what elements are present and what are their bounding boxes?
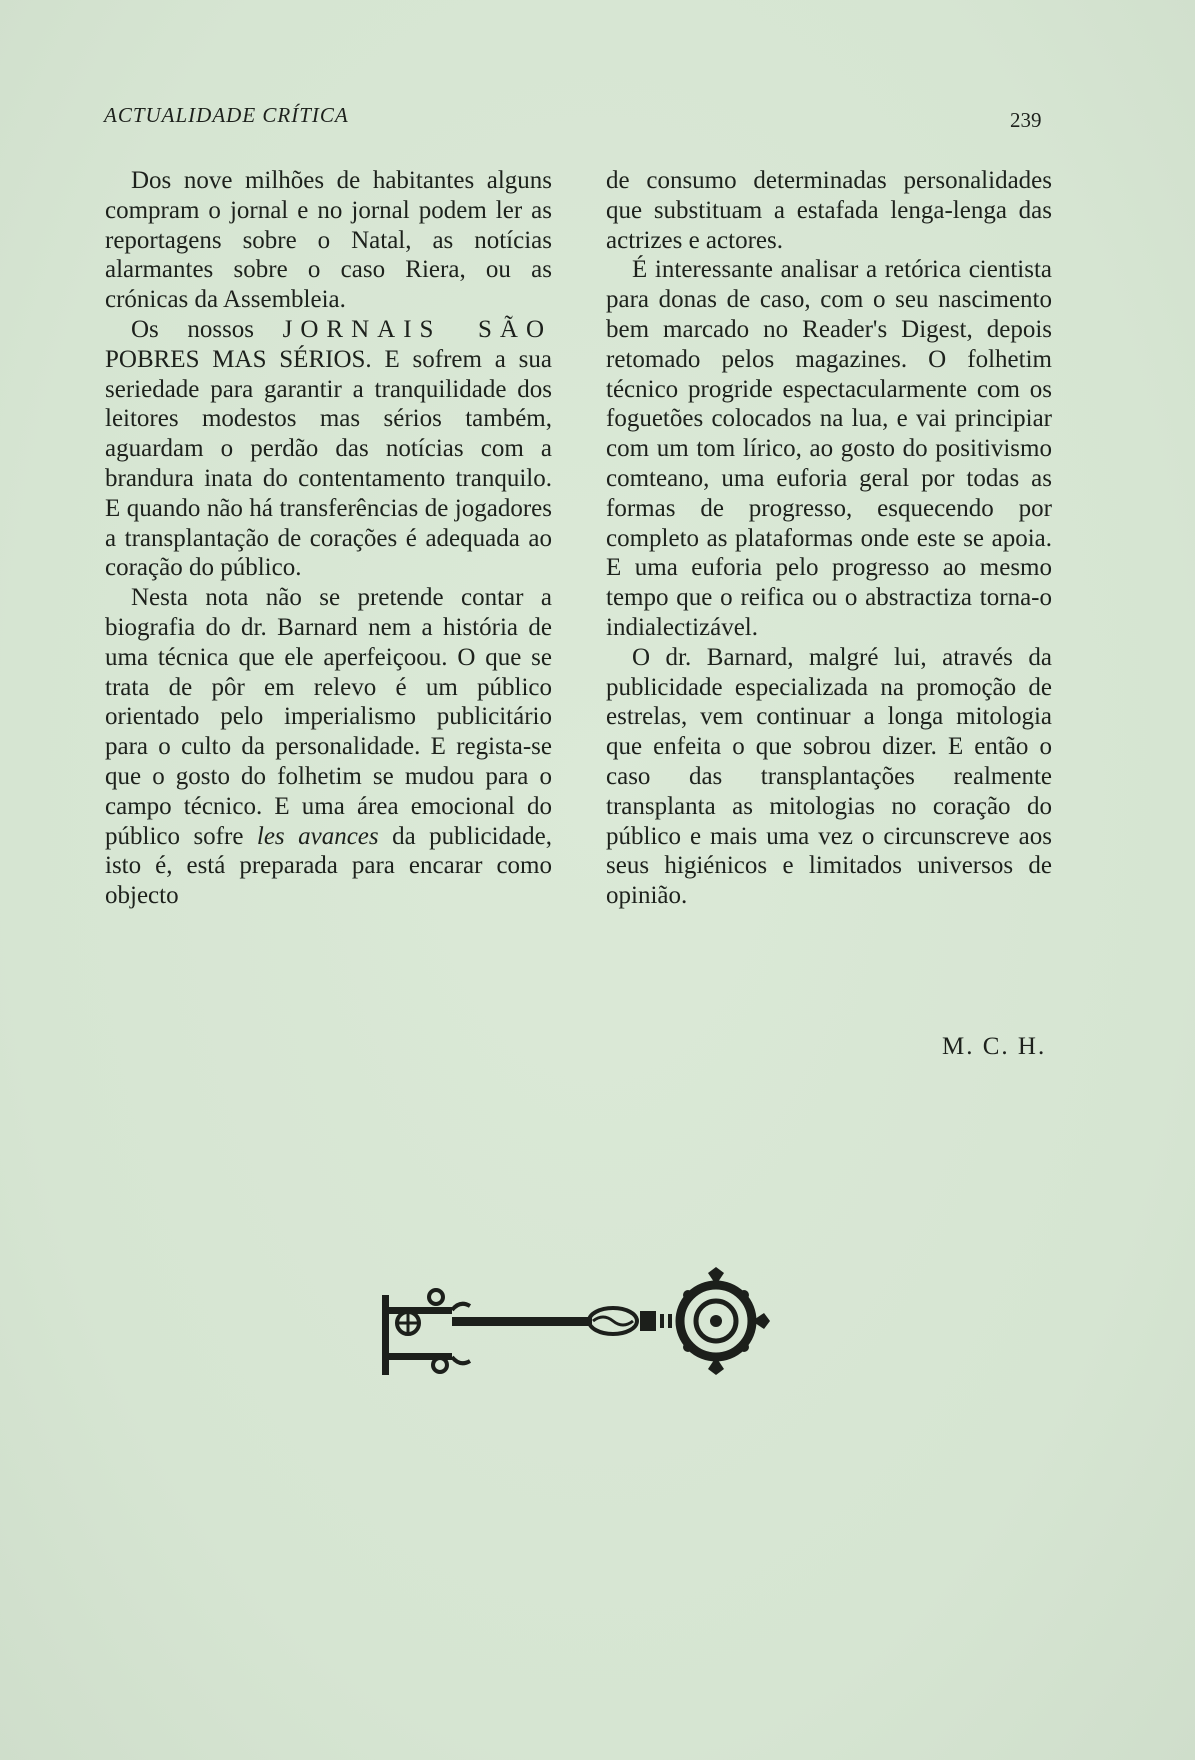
- paragraph: É interessante analisar a retórica cientista para donas de caso, com o seu nascimento bem marcado no Reader's Digest, depois retomado pelos magazines. O folhetim técnico progride espectacularmente com os foguetões colocados na lua, e vai principiar com um tom lírico, ao gosto do positivismo comteano, uma euforia geral por todas as formas de progresso, esquecendo por completo as plataformas onde este se apoia. E uma euforia pelo progresso ao mesmo tempo que o reifica ou o abstractiza torna-o indialectizável.: [606, 256, 1052, 641]
- decorative-key-icon: [378, 1265, 778, 1380]
- paragraph-text: E sofrem a sua seriedade para garantir a tranquilidade dos leitores modestos mas sérios também, aguardam o perdão das notícias com a brandura inata do contentamento tranquilo. E quando não há transferências de jogadores a transplantação de corações é adequada ao coração do público.: [105, 345, 553, 582]
- paragraph: Dos nove milhões de habitantes alguns compram o jornal e no jornal podem ler as reportagens sobre o Natal, as notícias alarmantes sobre o caso Riera, ou as crónicas da Assembleia.: [105, 167, 552, 314]
- paragraph: [105, 583, 552, 911]
- paragraph-text: Os nossos: [131, 315, 255, 343]
- right-column: [606, 166, 1052, 911]
- page-number: 239: [1010, 108, 1042, 132]
- paragraph-continuation: de consumo determinadas personalidades que substituam a estafada lenga-lenga das actrizes e actores.: [606, 167, 1052, 254]
- italic-phrase: les avances: [256, 822, 379, 850]
- paragraph: [105, 315, 552, 583]
- caps-text: POBRES MAS SÉRIOS.: [105, 345, 372, 373]
- paragraph-text: da publicidade, isto é, está preparada para encarar como objecto: [105, 822, 553, 910]
- paragraph-text: Nesta nota não se pretende contar a biografia do dr. Barnard nem a história de uma técnica que ele aperfeiçoou. O que se trata de pôr em relevo é um público orientado pelo imperialismo publicitário para o culto da personalidade. E regista-se que o gosto do folhetim se mudou para o campo técnico. E uma área emocional do público sofre: [105, 584, 552, 850]
- paragraph: O dr. Barnard, malgré lui, através da publicidade especializada na promoção de estrelas, vem continuar a longa mitologia que enfeita o que sobrou dizer. E então o caso das transplantações realmente transplanta as mitologias no coração do público e mais uma vez o circunscreve aos seus higiénicos e limitados universos de opinião.: [606, 643, 1052, 910]
- spaced-caps-text: JORNAIS SÃO: [282, 315, 553, 343]
- running-head: ACTUALIDADE CRÍTICA: [104, 103, 349, 127]
- author-signature: M. C. H.: [942, 1033, 1047, 1060]
- left-column: [105, 166, 552, 911]
